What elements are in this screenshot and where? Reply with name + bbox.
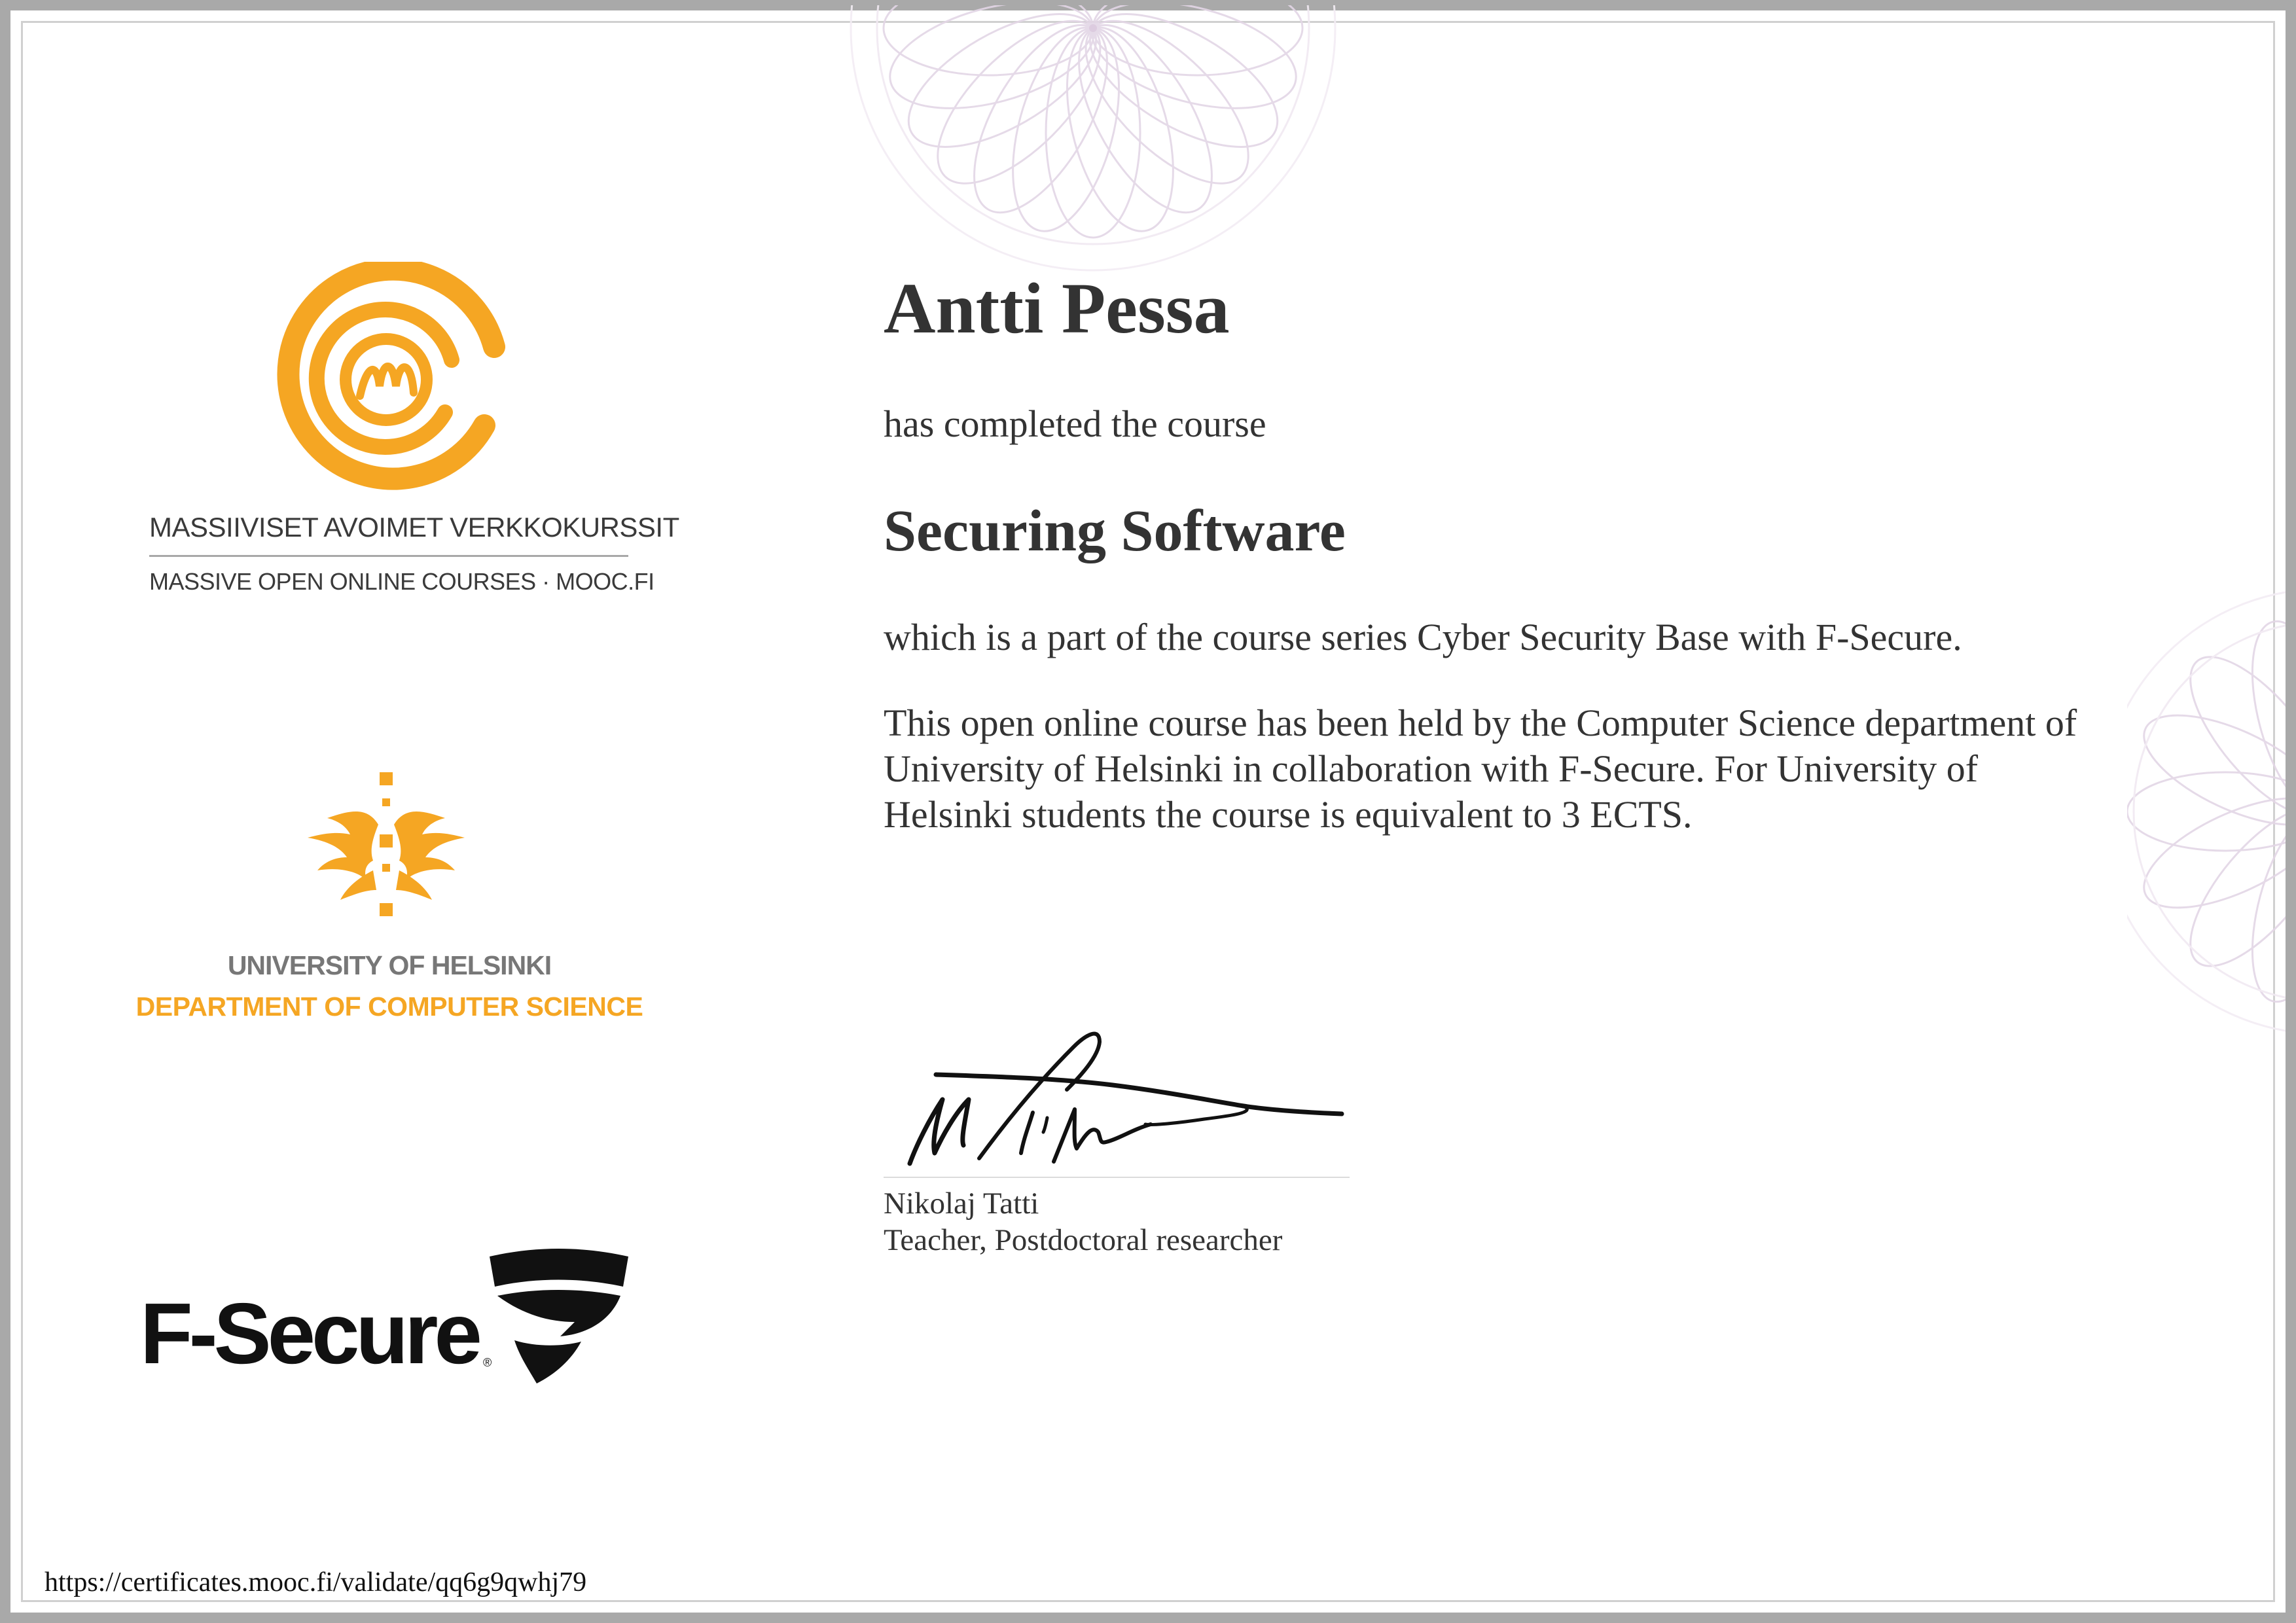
mooc-finnish-tagline: MASSIIVISET AVOIMET VERKKOKURSSIT <box>149 512 679 543</box>
fsecure-shield-icon <box>483 1249 631 1386</box>
guilloche-rosette-icon <box>2127 576 2286 1047</box>
university-name: UNIVERSITY OF HELSINKI <box>227 950 552 980</box>
mooc-divider <box>149 555 628 557</box>
recipient-name: Antti Pessa <box>884 268 1230 348</box>
department-name: DEPARTMENT OF COMPUTER SCIENCE <box>135 991 643 1022</box>
validation-url: https://certificates.mooc.fi/validate/qq6g9qwhj79 <box>45 1567 587 1597</box>
signer-title: Teacher, Postdoctoral researcher <box>884 1223 1283 1257</box>
course-description: This open online course has been held by the Computer Science department of University of Helsinki in collaboration with F-Secure. For University of Helsinki students the course is equivalent to 3 ECTS. <box>884 702 2077 836</box>
signature-icon <box>890 1001 1361 1178</box>
registered-mark: ® <box>483 1356 492 1369</box>
guilloche-rosette-icon <box>838 5 1348 280</box>
course-title: Securing Software <box>884 499 1346 563</box>
mooc-logo-icon <box>262 262 524 497</box>
course-series-text: which is a part of the course series Cyber Security Base with F-Secure. <box>884 616 1962 658</box>
completion-statement: has completed the course <box>884 402 1266 445</box>
signature-line <box>884 1177 1350 1178</box>
university-flame-icon <box>301 766 478 923</box>
mooc-english-tagline: MASSIVE OPEN ONLINE COURSES · MOOC.FI <box>149 568 655 595</box>
signer-name: Nikolaj Tatti <box>884 1186 1039 1221</box>
fsecure-wordmark: F-Secure <box>140 1285 478 1382</box>
